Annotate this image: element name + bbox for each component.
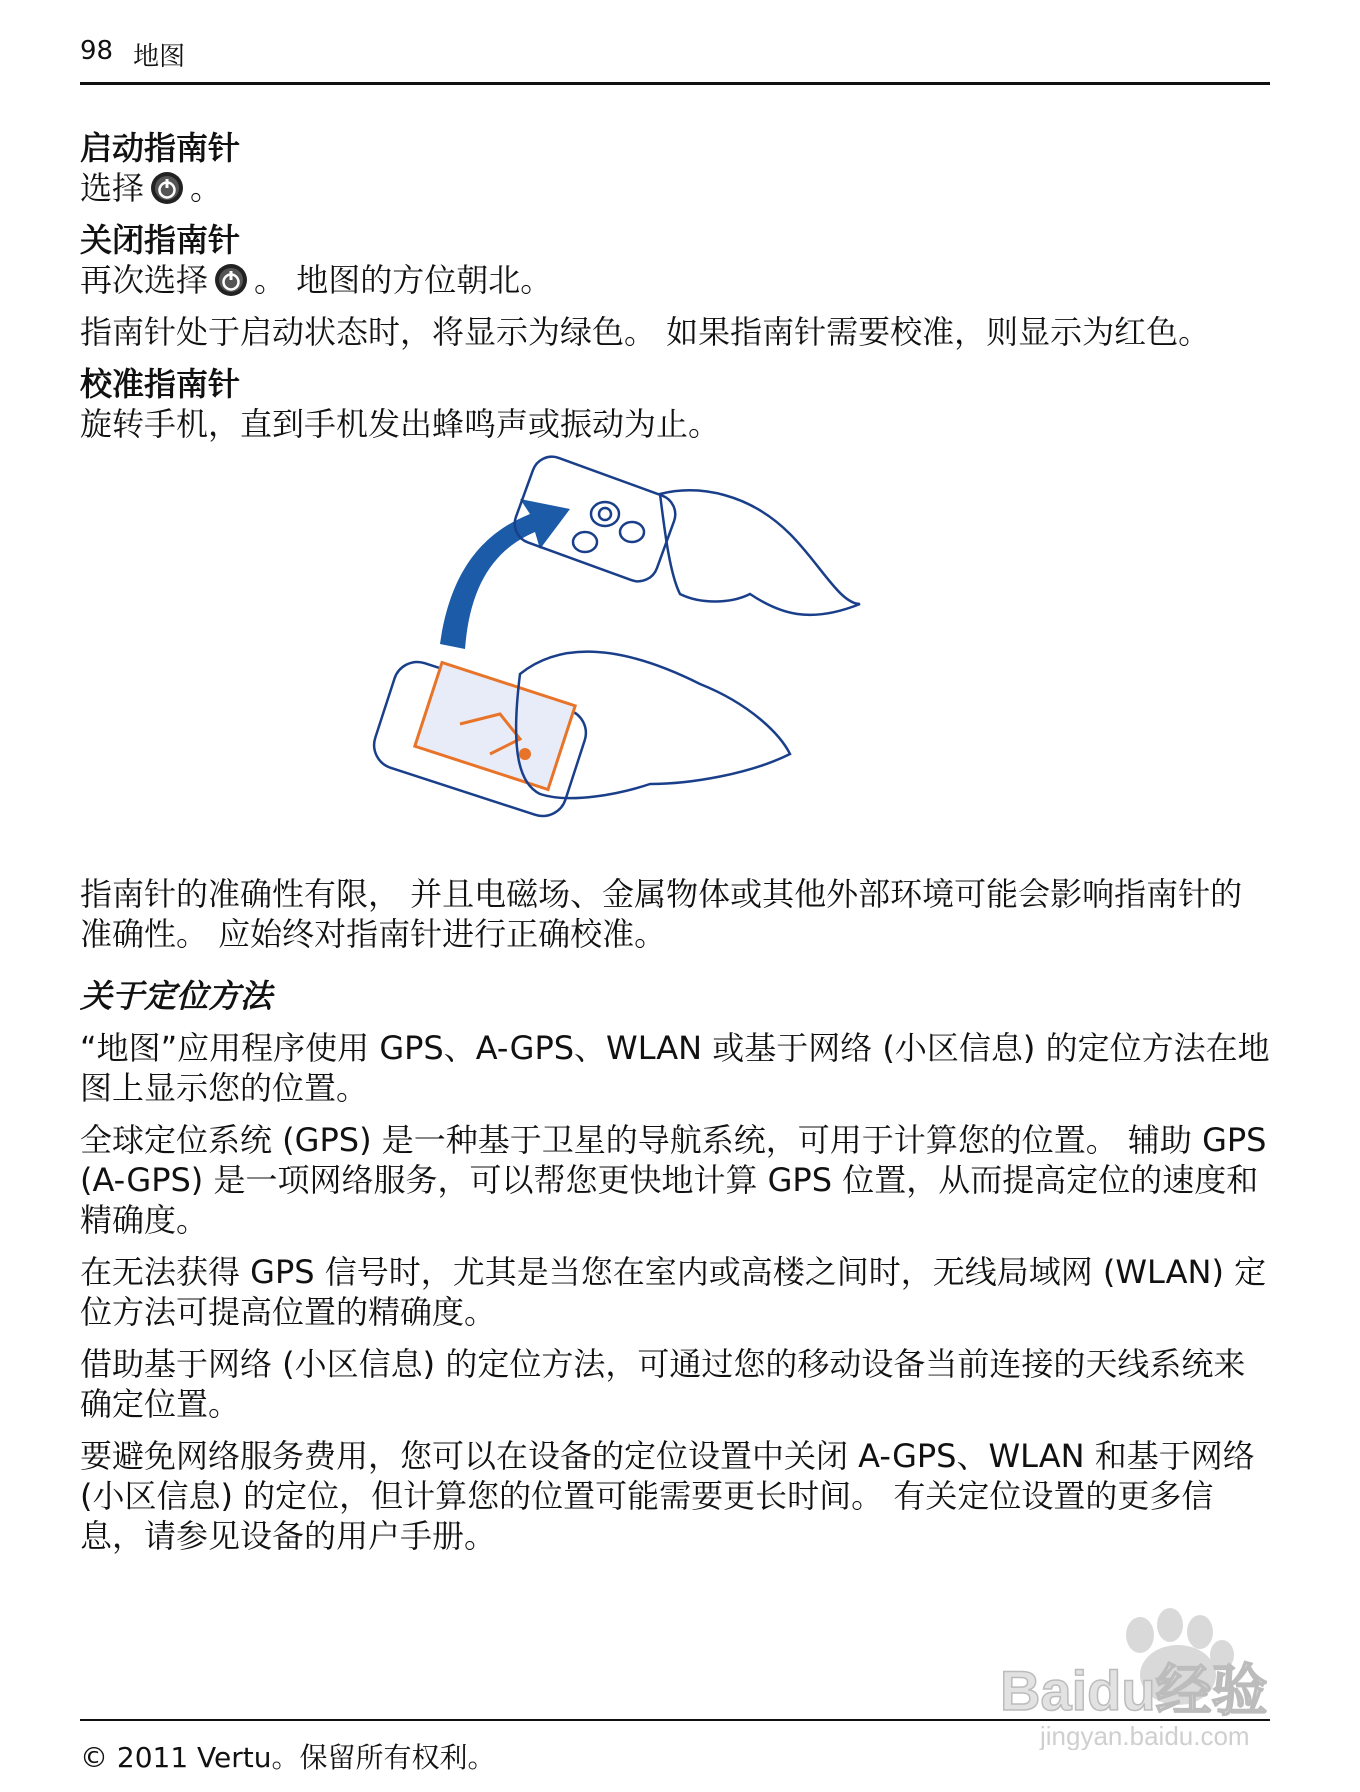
watermark-url: jingyan.baidu.com [1040,1721,1250,1750]
start-compass-line: 选择 。 [80,169,223,207]
hand-top [660,490,860,615]
positioning-paragraph-1: “地图”应用程序使用 GPS、A-GPS、WLAN 或基于网络 (小区信息) 的定位方法在地图上显示您的位置。 [80,1029,1270,1107]
compass-accuracy-paragraph: 指南针的准确性有限， 并且电磁场、金属物体或其他外部环境可能会影响指南针的准确性。 应始终对指南针进行正确校准。 [80,875,1243,953]
calibration-illustration [80,454,1270,874]
header-rule [80,82,1270,85]
calibrate-instruction: 旋转手机，直到手机发出蜂鸣声或振动为止。 [80,405,721,443]
heading-close-compass: 关闭指南针 [80,221,241,259]
compass-toggle-icon [214,263,248,297]
document-page [80,0,1270,1792]
watermark-brand: Baidu经验 [1000,1659,1268,1722]
rotate-phone-illustration [370,454,990,874]
heading-calibrate-compass: 校准指南针 [80,365,241,403]
positioning-paragraph-4: 借助基于网络 (小区信息) 的定位方法，可通过您的移动设备当前连接的天线系统来确定位置。 [80,1345,1246,1423]
compass-color-paragraph: 指南针处于启动状态时，将显示为绿色。 如果指南针需要校准，则显示为红色。 [80,313,1211,351]
main-content [80,118,1270,1556]
compass-toggle-icon [150,171,184,205]
heading-positioning-methods: 关于定位方法 [80,977,273,1015]
positioning-paragraph-3: 在无法获得 GPS 信号时，尤其是当您在室内或高楼之间时，无线局域网 (WLAN) 定位方法可提高位置的精确度。 [80,1253,1267,1331]
positioning-paragraph-5: 要避免网络服务费用，您可以在设备的定位设置中关闭 A-GPS、WLAN 和基于网络 (小区信息) 的定位，但计算您的位置可能需要更长时间。 有关定位设置的更多信息，请参见设备的用户手册。 [80,1437,1255,1555]
page-number: 98 [80,36,114,66]
section-title: 地图 [133,42,186,72]
close-compass-line: 再次选择 。 地图的方位朝北。 [80,261,553,299]
positioning-paragraph-2: 全球定位系统 (GPS) 是一种基于卫星的导航系统，可用于计算您的位置。 辅助 GPS (A-GPS) 是一项网络服务，可以帮您更快地计算 GPS 位置，从而提高定位的速度和精确度。 [80,1121,1267,1239]
page-header [80,36,185,73]
copyright-footer: © 2011 Vertu。保留所有权利。 [80,1741,496,1774]
rotation-arrow-icon [440,499,570,649]
heading-start-compass: 启动指南针 [80,129,241,167]
baidu-watermark [990,1590,1320,1750]
